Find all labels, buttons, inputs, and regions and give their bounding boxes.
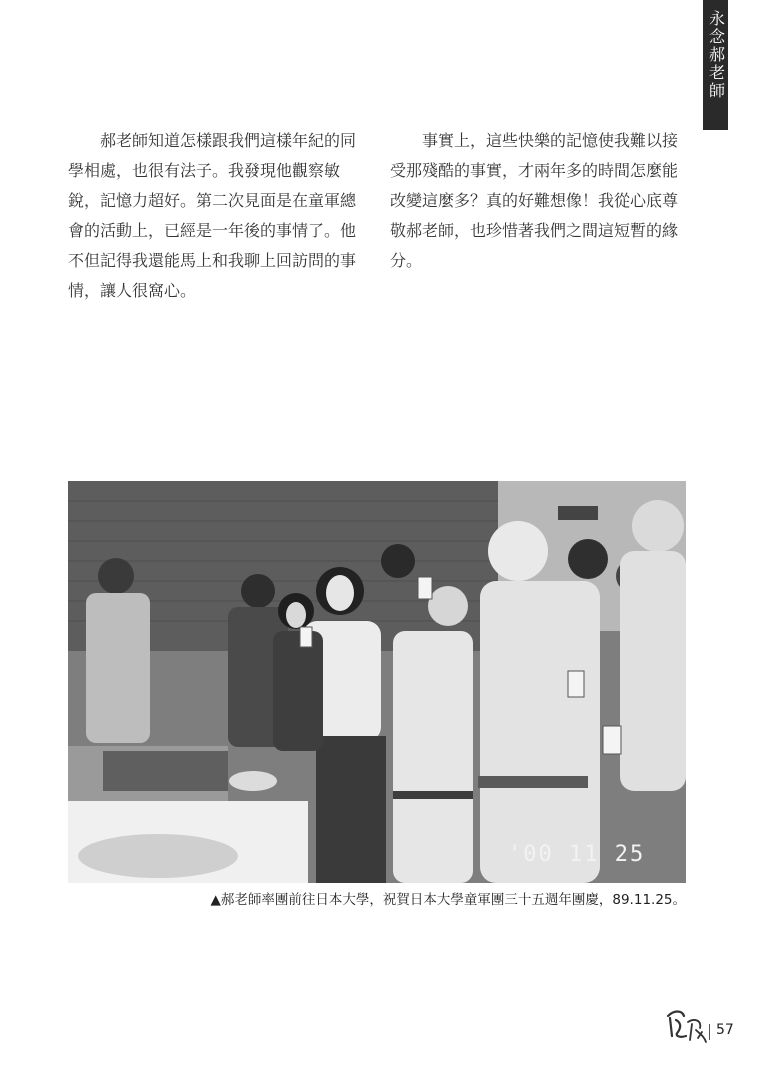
group-toast-photo (68, 481, 686, 883)
article-paragraph-left: 郝老師知道怎樣跟我們這樣年紀的同學相處，也很有法子。我發現他觀察敏銳，記憶力超好。第二次見面是在童軍總會的活動上，已經是一年後的事情了。他不但記得我還能馬上和我聊上回訪問的事情，讓人很窩心。 (68, 131, 357, 300)
section-title: 永念郝老師 (706, 10, 726, 100)
page-number: 57 (716, 1022, 734, 1038)
article-paragraph-right: 事實上，這些快樂的記憶使我難以接受那殘酷的事實，才兩年多的時間怎麼能改變這麼多？真的好難想像！我從心底尊敬郝老師，也珍惜著我們之間這短暫的緣分。 (390, 131, 679, 270)
section-tab (703, 0, 728, 130)
publication-logo (662, 1008, 710, 1046)
footer-divider (709, 1024, 710, 1040)
photo-date-stamp: '00 11 25 (508, 842, 646, 867)
photo-caption: ▲郝老師率團前往日本大學，祝賀日本大學童軍團三十五週年團慶，89.11.25。 (210, 892, 686, 908)
